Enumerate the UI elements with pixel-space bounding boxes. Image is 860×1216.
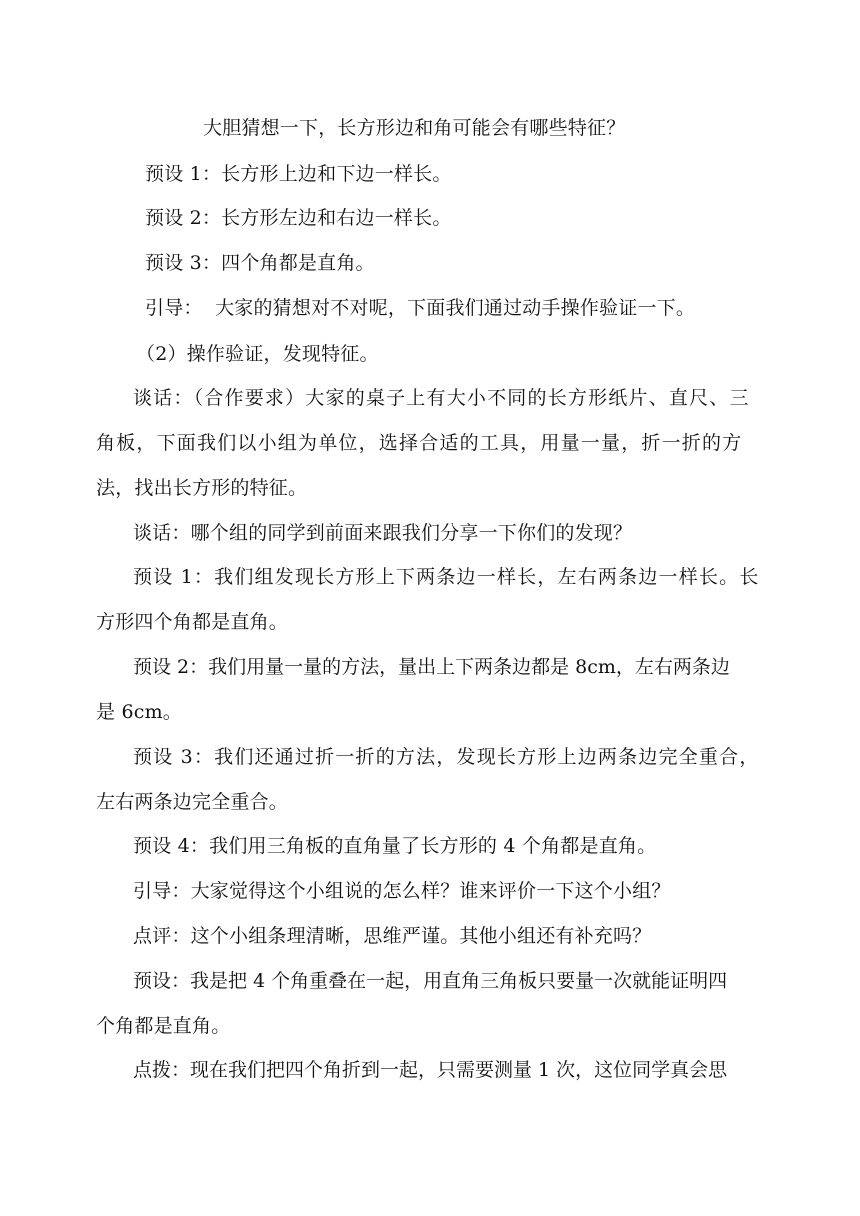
text-line: 预设 1：我们组发现长方形上下两条边一样长，左右两条边一样长。长 <box>133 566 760 588</box>
text-line: 预设 3：我们还通过折一折的方法，发现长方形上边两条边完全重合， <box>133 746 760 768</box>
text-line: 引导：大家觉得这个小组说的怎么样？谁来评价一下这个小组？ <box>133 880 671 902</box>
text-line: 大胆猜想一下，长方形边和角可能会有哪些特征？ <box>203 117 626 139</box>
text-line: （2）操作验证，发现特征。 <box>136 343 379 365</box>
text-line: 是 6cm。 <box>96 701 182 723</box>
text-line: 引导： 大家的猜想对不对呢，下面我们通过动手操作验证一下。 <box>145 297 696 319</box>
text-line: 预设：我是把 4 个角重叠在一起，用直角三角板只要量一次就能证明四 <box>133 970 728 992</box>
text-line: 预设 3：四个角都是直角。 <box>145 252 375 274</box>
text-line: 法，找出长方形的特征。 <box>96 477 308 499</box>
text-line: 预设 4：我们用三角板的直角量了长方形的 4 个角都是直角。 <box>133 835 657 857</box>
text-line: 预设 2：长方形左边和右边一样长。 <box>145 207 452 229</box>
text-line: 点拨：现在我们把四个角折到一起，只需要测量 1 次，这位同学真会思 <box>133 1059 728 1081</box>
text-line: 左右两条边完全重合。 <box>96 791 289 813</box>
text-line: 谈话：（合作要求）大家的桌子上有大小不同的长方形纸片、直尺、三 <box>133 387 750 409</box>
text-line: 点评：这个小组条理清晰，思维严谨。其他小组还有补充吗？ <box>133 925 652 947</box>
text-line: 个角都是直角。 <box>96 1015 231 1037</box>
text-line: 谈话：哪个组的同学到前面来跟我们分享一下你们的发现？ <box>133 522 633 544</box>
text-line: 方形四个角都是直角。 <box>96 611 289 633</box>
text-line: 角板，下面我们以小组为单位，选择合适的工具，用量一量，折一折的方 <box>96 432 743 454</box>
text-line: 预设 2：我们用量一量的方法，量出上下两条边都是 8cm，左右两条边 <box>133 656 730 678</box>
text-line: 预设 1：长方形上边和下边一样长。 <box>145 163 452 185</box>
